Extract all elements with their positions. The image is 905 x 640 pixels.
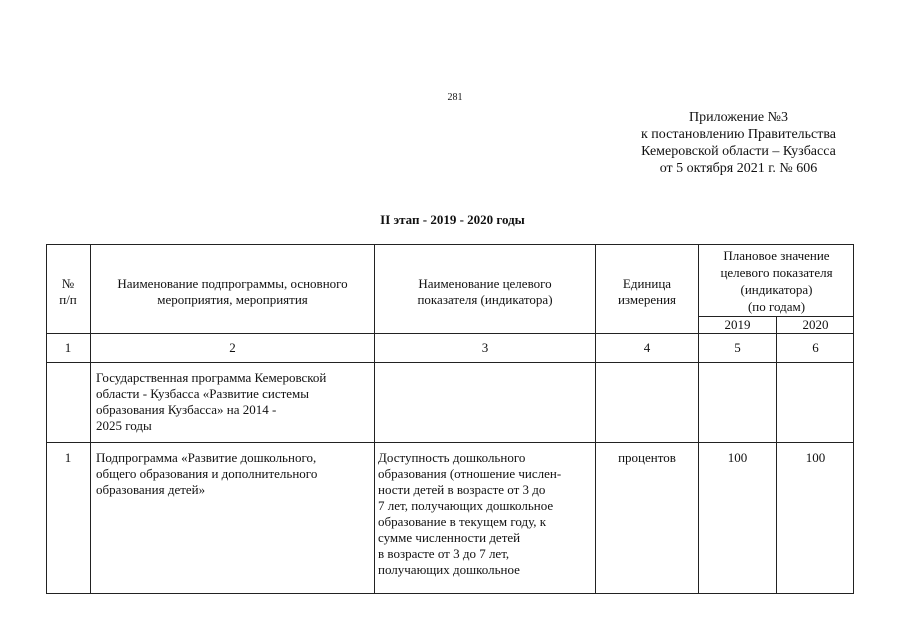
row-indicator-line: образования (отношение числен- — [378, 466, 562, 481]
header-plan: Плановое значение — [723, 248, 830, 263]
row-indicator-line: в возрасте от 3 до 7 лет, — [378, 546, 510, 561]
row-name-line: 2025 годы — [96, 418, 152, 433]
header-indicator: Наименование целевого — [418, 276, 552, 291]
header-name: мероприятия, мероприятия — [157, 292, 308, 307]
header-unit: измерения — [617, 292, 677, 307]
header-num: п/п — [59, 292, 77, 307]
col-number: 2 — [229, 340, 236, 355]
col-number: 3 — [481, 340, 489, 355]
row-indicator-line: ности детей в возрасте от 3 до — [378, 482, 546, 497]
appendix-line: Кемеровской области – Кузбасса — [641, 144, 836, 159]
row-value-2020: 100 — [805, 450, 826, 465]
header-year-2020: 2020 — [802, 317, 829, 332]
stage-title: II этап - 2019 - 2020 годы — [380, 212, 525, 227]
row-name-line: образования Кузбасса» на 2014 - — [96, 402, 277, 417]
row-name-line: Подпрограмма «Развитие дошкольного, — [96, 450, 317, 465]
row-indicator-line: получающих дошкольное — [378, 562, 520, 577]
header-plan: (индикатора) — [740, 282, 813, 297]
row-name-line: общего образования и дополнительного — [96, 466, 318, 481]
row-num: 1 — [64, 450, 72, 465]
col-number: 4 — [643, 340, 651, 355]
row-indicator-line: 7 лет, получающих дошкольное — [378, 498, 554, 513]
row-unit: процентов — [618, 450, 676, 465]
appendix-line: Приложение №3 — [689, 110, 788, 125]
row-name-line: образования детей» — [96, 482, 206, 497]
header-num: № — [61, 276, 75, 291]
header-name: Наименование подпрограммы, основного — [117, 276, 348, 291]
row-indicator-line: сумме численности детей — [378, 530, 521, 545]
col-number: 6 — [812, 340, 819, 355]
row-name-line: области - Кузбасса «Развитие системы — [96, 386, 310, 401]
row-name-line: Государственная программа Кемеровской — [96, 370, 327, 385]
appendix-line: к постановлению Правительства — [640, 127, 837, 142]
row-value-2019: 100 — [727, 450, 748, 465]
row-indicator-line: образование в текущем году, к — [378, 514, 547, 529]
col-number: 5 — [734, 340, 741, 355]
header-plan: (по годам) — [747, 299, 806, 314]
appendix-line: от 5 октября 2021 г. № 606 — [659, 161, 818, 176]
header-plan: целевого показателя — [720, 265, 833, 280]
page-number: 281 — [447, 92, 463, 103]
header-unit: Единица — [622, 276, 672, 291]
header-year-2019: 2019 — [724, 317, 751, 332]
header-indicator: показателя (индикатора) — [417, 292, 553, 307]
row-indicator-line: Доступность дошкольного — [378, 450, 526, 465]
col-number: 1 — [64, 340, 72, 355]
